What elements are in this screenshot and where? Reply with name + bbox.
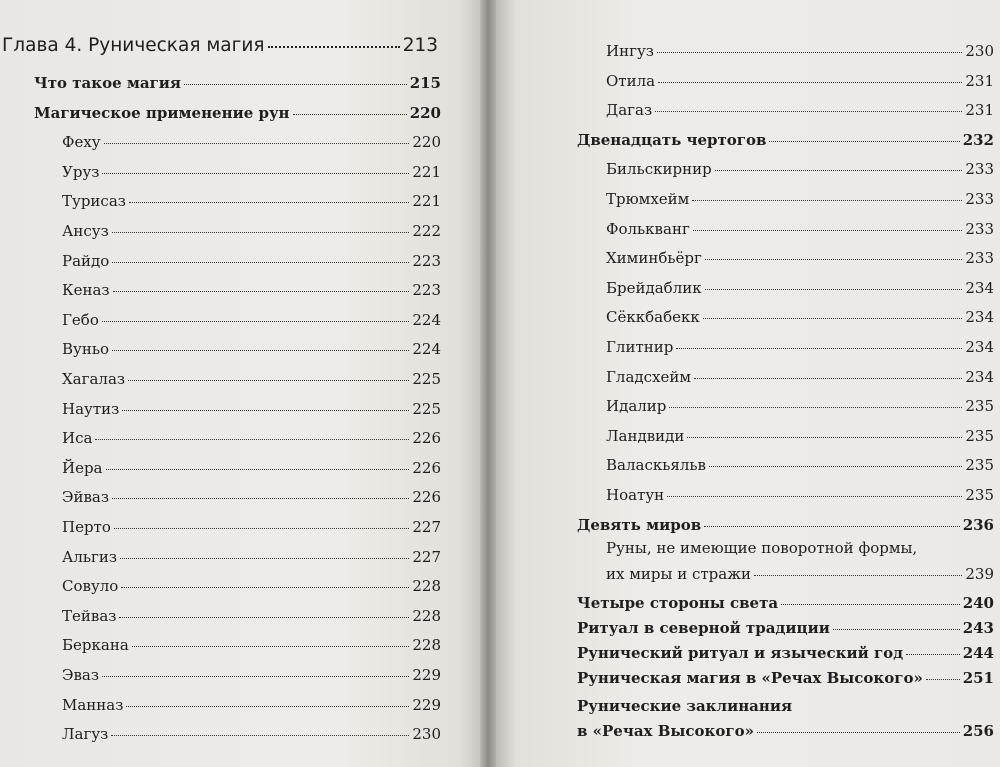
toc-entry (62, 577, 441, 595)
dot-leader (104, 143, 410, 144)
toc-entry-title: их миры и стражи (606, 565, 752, 583)
toc-entry (606, 397, 994, 415)
toc-entry (606, 42, 994, 60)
toc-entry (606, 427, 994, 445)
toc-entry-title: Турисаз (62, 192, 126, 211)
dot-leader (128, 380, 409, 381)
toc-entry-page: 239 (965, 565, 994, 583)
toc-entry-page: 235 (965, 486, 994, 504)
toc-entry-title: Уруз (62, 162, 100, 181)
toc-entry (62, 548, 441, 566)
toc-entry (606, 249, 994, 267)
toc-entry (62, 696, 441, 714)
dot-leader (121, 587, 409, 588)
dot-leader (126, 706, 409, 707)
toc-entry (577, 669, 994, 687)
toc-entry (577, 644, 994, 662)
dot-leader (757, 732, 960, 733)
dot-leader (769, 141, 959, 142)
toc-entry-page: 235 (965, 397, 994, 416)
toc-entry-page: 224 (412, 310, 441, 329)
toc-entry-title: Девять миров (577, 515, 702, 534)
toc-entry-page: 244 (962, 644, 994, 662)
dot-leader (132, 646, 410, 647)
dot-leader (114, 528, 409, 529)
toc-entry-page: 234 (965, 338, 994, 356)
toc-entry-title: Глитнир (606, 338, 674, 356)
toc-entry-page: 229 (412, 695, 441, 714)
toc-entry-title: Иса (62, 429, 93, 448)
toc-entry-title: Ритуал в северной традиции (577, 619, 830, 637)
dot-leader (119, 617, 409, 618)
toc-entry-page: 228 (412, 606, 441, 625)
toc-entry-page: 232 (962, 130, 994, 149)
dot-leader (704, 526, 960, 527)
toc-entry-page: 230 (965, 42, 994, 60)
toc-entry (62, 725, 441, 743)
toc-entry-page: 220 (412, 133, 441, 152)
toc-entry-title: Фолькванг (606, 219, 690, 238)
toc-entry (62, 607, 441, 625)
toc-entry (606, 368, 994, 386)
toc-entry-title: Сёккбабекк (606, 308, 700, 327)
toc-entry (62, 459, 441, 477)
toc-entry-page: 223 (412, 281, 441, 300)
dot-leader (111, 735, 409, 736)
toc-entry-page: 235 (965, 426, 994, 445)
toc-entry-page: 225 (412, 399, 441, 418)
dot-leader (184, 84, 407, 85)
toc-entry-title: Что такое магия (34, 74, 181, 92)
toc-entry-page: 236 (962, 515, 994, 534)
dot-leader (293, 114, 407, 115)
dot-leader (676, 348, 962, 349)
dot-leader (687, 437, 962, 438)
dot-leader (669, 407, 962, 408)
toc-entry-title: Дагаз (606, 101, 653, 120)
toc-entry-title: Магическое применение рун (34, 103, 290, 122)
dot-leader (112, 498, 409, 499)
toc-entry (606, 456, 994, 474)
toc-entry-runes (606, 565, 994, 583)
toc-entry (62, 163, 441, 181)
dot-leader (694, 378, 962, 379)
toc-entry-title: Руническая магия в «Речах Высокого» (577, 669, 923, 687)
toc-entry-page: 215 (409, 74, 441, 92)
toc-entry-spells-line1: Рунические заклинания (577, 697, 793, 715)
toc-entry-title: Брейдаблик (606, 278, 702, 297)
toc-entry-page: 233 (965, 190, 994, 208)
toc-entry-page: 231 (965, 71, 994, 90)
toc-entry-title: Тейваз (62, 606, 117, 625)
toc-entry-page: 240 (962, 594, 994, 612)
toc-entry-page: 222 (412, 222, 441, 240)
toc-entry-page: 234 (965, 278, 994, 297)
toc-entry (34, 104, 441, 122)
toc-entry (606, 220, 994, 238)
toc-entry-title: Перто (62, 518, 111, 536)
left-page (0, 0, 480, 767)
toc-entry-title: Бильскирнир (606, 160, 712, 179)
toc-entry (62, 429, 441, 447)
toc-entry-title: Отила (606, 71, 656, 90)
toc-entry-title: Райдо (62, 251, 110, 270)
dot-leader (658, 82, 962, 83)
toc-entry-page: 256 (962, 722, 994, 740)
toc-entry-spells (577, 722, 994, 740)
dot-leader (781, 604, 960, 605)
toc-entry-title: Химинбьёрг (606, 249, 702, 268)
chapter-heading (2, 37, 438, 55)
toc-entry (606, 190, 994, 208)
toc-entry-title: Рунический ритуал и языческий год (577, 644, 904, 662)
dot-leader (102, 676, 409, 677)
dot-leader (692, 200, 962, 201)
toc-entry-page: 228 (412, 577, 441, 596)
toc-entry-title: Беркана (62, 636, 129, 655)
toc-entry-title: Гебо (62, 310, 99, 329)
dot-leader (715, 170, 963, 171)
toc-entry-title: Ноатун (606, 486, 665, 504)
toc-entry-title: Лагуз (62, 725, 109, 744)
dot-leader (95, 439, 409, 440)
toc-entry (62, 488, 441, 506)
dot-leader (705, 289, 963, 290)
toc-entry-page: 221 (412, 162, 441, 181)
dot-leader (926, 679, 960, 680)
dot-leader (102, 173, 409, 174)
toc-entry (62, 636, 441, 654)
toc-entry-title: Ингуз (606, 42, 654, 60)
toc-entry-title: Кеназ (62, 281, 110, 300)
toc-entry-page: 224 (412, 340, 441, 359)
toc-entry (62, 340, 441, 358)
toc-entry-page: 234 (965, 308, 994, 327)
toc-entry-title: Трюмхейм (606, 190, 690, 208)
toc-entry (606, 308, 994, 326)
toc-entry (62, 666, 441, 684)
toc-entry (577, 594, 994, 612)
chapter-title: Глава 4. Руническая магия (2, 35, 265, 56)
toc-entry (62, 222, 441, 240)
toc-entry (62, 281, 441, 299)
dot-leader (129, 202, 409, 203)
toc-entry-page: 223 (412, 251, 441, 270)
toc-entry-page: 251 (962, 669, 994, 687)
toc-entry-title: Идалир (606, 397, 667, 416)
dot-leader (112, 350, 409, 351)
dot-leader (754, 575, 962, 576)
toc-entry (62, 400, 441, 418)
dot-leader (112, 262, 409, 263)
dot-leader (655, 111, 962, 112)
toc-entry-page: 226 (412, 429, 441, 448)
dot-leader (122, 410, 409, 411)
toc-entry (606, 338, 994, 356)
dot-leader (667, 496, 962, 497)
toc-entry (62, 311, 441, 329)
toc-entry-page: 231 (965, 101, 994, 120)
dot-leader (703, 318, 963, 319)
right-page (496, 0, 1000, 767)
toc-entry-page: 233 (965, 160, 994, 179)
toc-entry (62, 518, 441, 536)
toc-entry-page: 229 (412, 666, 441, 684)
toc-entry-title: Четыре стороны света (577, 594, 779, 612)
toc-entry-page: 226 (412, 458, 441, 477)
toc-entry-title: Ансуз (62, 222, 109, 240)
toc-entry-title: Йера (62, 458, 103, 477)
toc-entry-title: Ландвиди (606, 426, 685, 445)
dot-leader (268, 46, 400, 48)
dot-leader (106, 469, 410, 470)
toc-entry (62, 252, 441, 270)
toc-entry-page: 235 (965, 456, 994, 475)
toc-entry-page: 234 (965, 367, 994, 386)
toc-entry-page: 228 (412, 636, 441, 655)
toc-entry (577, 516, 994, 534)
toc-entry-page: 225 (412, 370, 441, 388)
dot-leader (709, 466, 962, 467)
toc-entry (606, 486, 994, 504)
dot-leader (833, 629, 960, 630)
toc-entry-title: Наутиз (62, 399, 120, 418)
dot-leader (113, 291, 410, 292)
toc-entry-title: Хагалаз (62, 370, 126, 388)
toc-entry (606, 160, 994, 178)
toc-entry-title: Эваз (62, 666, 100, 684)
toc-entry-title: Двенадцать чертогов (577, 130, 767, 149)
toc-entry (606, 279, 994, 297)
toc-entry-title: Гладсхейм (606, 367, 692, 386)
toc-entry-page: 233 (965, 249, 994, 268)
toc-entry-page: 230 (412, 725, 441, 744)
toc-entry-page: 220 (409, 103, 441, 122)
toc-entry-title: Валаскьяльв (606, 456, 706, 475)
toc-entry-page: 226 (412, 488, 441, 507)
toc-entry (577, 131, 994, 149)
dot-leader (693, 230, 963, 231)
toc-entry-title: Феху (62, 133, 101, 152)
toc-entry (34, 74, 441, 92)
toc-entry (62, 133, 441, 151)
toc-entry (62, 370, 441, 388)
dot-leader (102, 321, 409, 322)
toc-entry-title: в «Речах Высокого» (577, 722, 754, 740)
toc-entry-page: 221 (412, 192, 441, 211)
toc-entry-page: 233 (965, 219, 994, 238)
toc-entry-title: Манназ (62, 695, 124, 714)
toc-entry-page: 227 (412, 518, 441, 536)
toc-entry (606, 72, 994, 90)
book-gutter (480, 0, 496, 767)
dot-leader (657, 52, 962, 53)
toc-entry-title: Совуло (62, 577, 119, 596)
dot-leader (112, 232, 410, 233)
toc-entry-title: Эйваз (62, 488, 110, 507)
chapter-page: 213 (402, 35, 438, 56)
dot-leader (906, 654, 960, 655)
dot-leader (705, 259, 962, 260)
toc-entry-title: Вуньо (62, 340, 110, 359)
toc-entry (606, 101, 994, 119)
toc-entry-page: 227 (412, 547, 441, 566)
toc-entry-runes-line1: Руны, не имеющие поворотной формы, (606, 539, 918, 557)
dot-leader (120, 558, 409, 559)
toc-entry (577, 619, 994, 637)
toc-entry-title: Альгиз (62, 547, 118, 566)
toc-entry-page: 243 (962, 619, 994, 637)
toc-entry (62, 192, 441, 210)
